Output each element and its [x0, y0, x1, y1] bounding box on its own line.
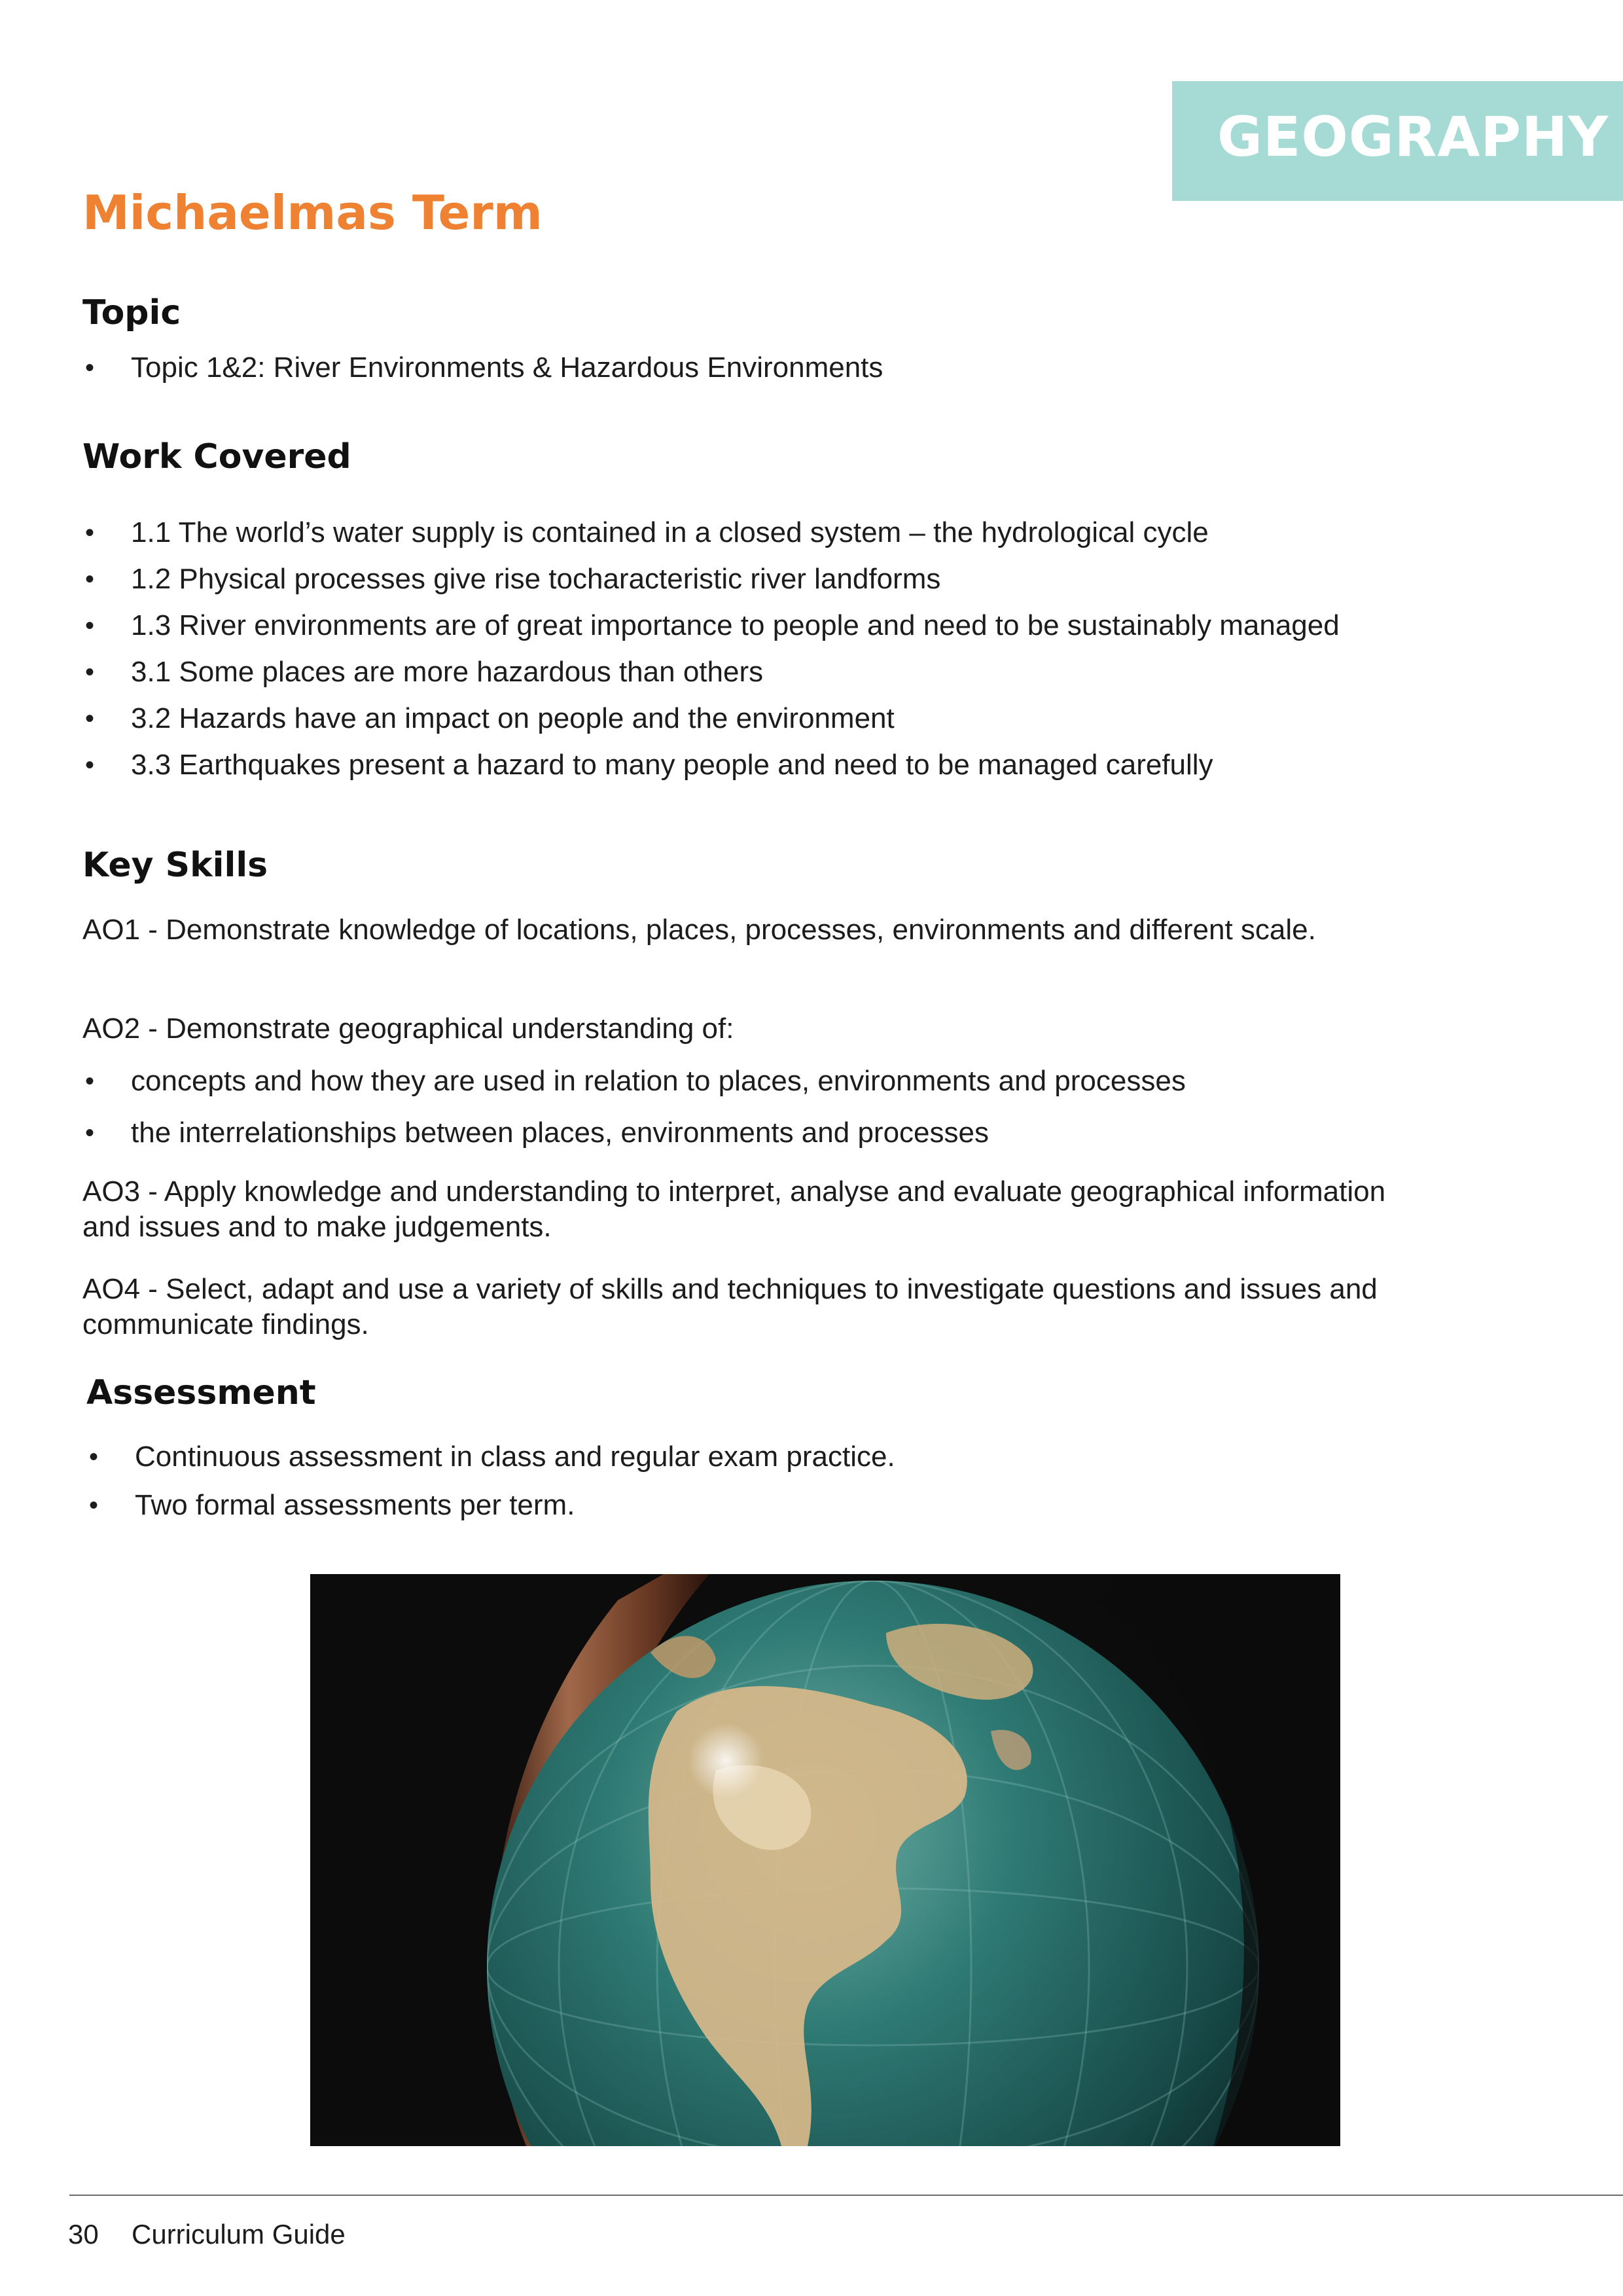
footer-page-number: 30	[68, 2219, 99, 2250]
assessment-item: • Continuous assessment in class and regular exam practice.	[86, 1441, 895, 1490]
ao4-text: AO4 - Select, adapt and use a variety of skills and techniques to investigate questions and issues and communicate findings.	[82, 1273, 1378, 1340]
globe-photo	[310, 1574, 1340, 2146]
ao2-text: AO2 - Demonstrate geographical understanding of:	[82, 1013, 734, 1045]
work-covered-item: • 3.2 Hazards have an impact on people and the environment	[82, 703, 1340, 749]
work-covered-list	[82, 517, 1340, 796]
topic-item: • Topic 1&2: River Environments & Hazardous Environments	[82, 352, 883, 384]
ao3-text: AO3 - Apply knowledge and understanding to interpret, analyse and evaluate geographical information and issues and to make judgements.	[82, 1175, 1386, 1243]
work-covered-heading: Work Covered	[82, 437, 351, 476]
ao2-item: • the interrelationships between places, environments and processes	[82, 1117, 1186, 1169]
work-covered-item: • 1.1 The world’s water supply is contained in a closed system – the hydrological cycle	[82, 517, 1340, 564]
footer-label: Curriculum Guide	[132, 2219, 346, 2250]
work-covered-item: • 1.2 Physical processes give rise tocharacteristic river landforms	[82, 564, 1340, 610]
work-covered-item: • 3.1 Some places are more hazardous than others	[82, 656, 1340, 703]
assessment-list	[86, 1441, 895, 1538]
globe-illustration	[310, 1574, 1340, 2146]
term-title: Michaelmas Term	[82, 185, 543, 240]
ao2-list	[82, 1066, 1186, 1169]
ao2-item: • concepts and how they are used in relation to places, environments and processes	[82, 1066, 1186, 1117]
ao1-text: AO1 - Demonstrate knowledge of locations, places, processes, environments and different scale.	[82, 914, 1316, 946]
work-covered-item: • 3.3 Earthquakes present a hazard to many people and need to be managed carefully	[82, 749, 1340, 796]
topic-heading: Topic	[82, 293, 181, 332]
assessment-item: • Two formal assessments per term.	[86, 1490, 895, 1538]
key-skills-heading: Key Skills	[82, 846, 268, 885]
work-covered-item: • 1.3 River environments are of great importance to people and need to be sustainably managed	[82, 610, 1340, 656]
assessment-heading: Assessment	[86, 1373, 316, 1412]
subject-banner-text: GEOGRAPHY	[1217, 105, 1609, 169]
footer-divider	[69, 2195, 1623, 2196]
topic-list	[82, 352, 883, 384]
